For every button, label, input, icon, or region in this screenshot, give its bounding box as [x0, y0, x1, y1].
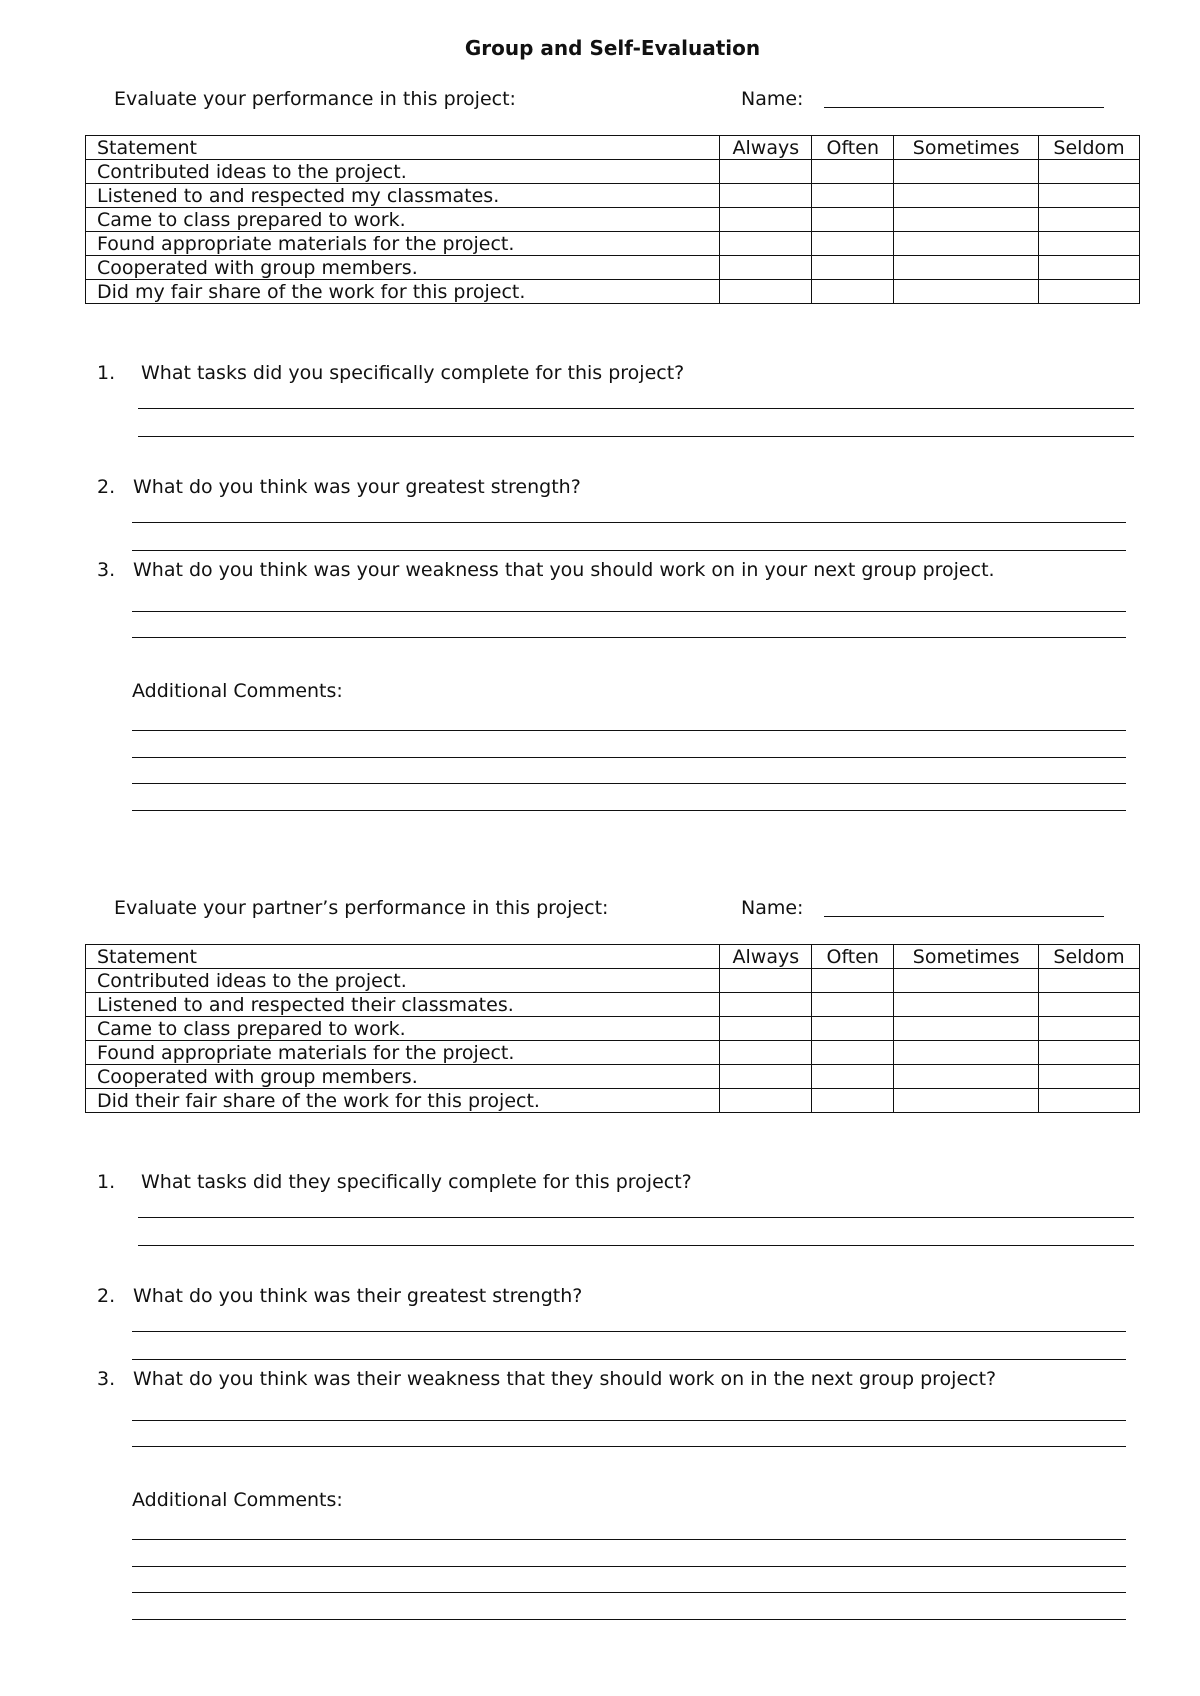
answer-line[interactable]	[132, 611, 1126, 612]
comment-line[interactable]	[132, 1539, 1126, 1540]
table-header-row	[86, 945, 1140, 969]
rating-cell-sometimes[interactable]	[894, 208, 1039, 232]
answer-line[interactable]	[132, 550, 1126, 551]
question-number: 1.	[97, 362, 116, 384]
rating-cell-always[interactable]	[720, 1065, 812, 1089]
question-number: 3.	[97, 1368, 116, 1390]
partner-comments-label: Additional Comments:	[132, 1489, 343, 1511]
rating-cell-often[interactable]	[812, 232, 894, 256]
answer-line[interactable]	[138, 436, 1134, 437]
statement-cell: Found appropriate materials for the project.	[86, 1041, 720, 1065]
statement-cell: Found appropriate materials for the project.	[86, 232, 720, 256]
rating-cell-seldom[interactable]	[1039, 1041, 1140, 1065]
statement-cell: Listened to and respected my classmates.	[86, 184, 720, 208]
partner-name-field[interactable]	[824, 916, 1104, 917]
rating-cell-often[interactable]	[812, 1017, 894, 1041]
rating-cell-often[interactable]	[812, 208, 894, 232]
answer-line[interactable]	[132, 1331, 1126, 1332]
rating-cell-always[interactable]	[720, 256, 812, 280]
comment-line[interactable]	[132, 1592, 1126, 1593]
page-title: Group and Self-Evaluation	[464, 36, 761, 60]
self-name-field[interactable]	[824, 107, 1104, 108]
rating-cell-always[interactable]	[720, 1089, 812, 1113]
table-header-row	[86, 136, 1140, 160]
question-text: What tasks did they specifically complete for this project?	[141, 1171, 692, 1193]
rating-cell-seldom[interactable]	[1039, 969, 1140, 993]
rating-cell-sometimes[interactable]	[894, 1089, 1039, 1113]
header-always: Always	[720, 136, 812, 160]
rating-cell-seldom[interactable]	[1039, 1017, 1140, 1041]
partner-prompt: Evaluate your partner’s performance in this project:	[114, 897, 609, 919]
question-text: What do you think was your weakness that you should work on in your next group project.	[133, 559, 995, 581]
question-number: 2.	[97, 1285, 116, 1307]
table-row	[86, 969, 1140, 993]
self-prompt: Evaluate your performance in this project:	[114, 88, 516, 110]
answer-line[interactable]	[138, 1217, 1134, 1218]
rating-cell-always[interactable]	[720, 969, 812, 993]
header-sometimes: Sometimes	[894, 136, 1039, 160]
table-row	[86, 256, 1140, 280]
header-often: Often	[812, 945, 894, 969]
rating-cell-often[interactable]	[812, 1065, 894, 1089]
rating-cell-seldom[interactable]	[1039, 256, 1140, 280]
rating-cell-sometimes[interactable]	[894, 993, 1039, 1017]
header-statement: Statement	[86, 945, 720, 969]
rating-cell-often[interactable]	[812, 1041, 894, 1065]
table-row	[86, 160, 1140, 184]
comment-line[interactable]	[132, 783, 1126, 784]
self-question-1	[97, 362, 684, 384]
rating-cell-often[interactable]	[812, 969, 894, 993]
question-text: What tasks did you specifically complete for this project?	[141, 362, 685, 384]
answer-line[interactable]	[132, 637, 1126, 638]
rating-cell-sometimes[interactable]	[894, 1017, 1039, 1041]
rating-cell-seldom[interactable]	[1039, 1065, 1140, 1089]
question-number: 2.	[97, 476, 116, 498]
partner-name-label: Name:	[741, 897, 804, 919]
answer-line[interactable]	[132, 522, 1126, 523]
rating-cell-sometimes[interactable]	[894, 256, 1039, 280]
rating-cell-seldom[interactable]	[1039, 232, 1140, 256]
question-number: 3.	[97, 559, 116, 581]
table-row	[86, 1017, 1140, 1041]
question-text: What do you think was your greatest strength?	[133, 476, 581, 498]
answer-line[interactable]	[132, 1446, 1126, 1447]
comment-line[interactable]	[132, 1619, 1126, 1620]
table-row	[86, 993, 1140, 1017]
comment-line[interactable]	[132, 1566, 1126, 1567]
header-seldom: Seldom	[1039, 136, 1140, 160]
rating-cell-always[interactable]	[720, 993, 812, 1017]
self-name-label: Name:	[741, 88, 804, 110]
comment-line[interactable]	[132, 730, 1126, 731]
statement-cell: Came to class prepared to work.	[86, 208, 720, 232]
statement-cell: Came to class prepared to work.	[86, 1017, 720, 1041]
statement-cell: Cooperated with group members.	[86, 256, 720, 280]
rating-cell-seldom[interactable]	[1039, 160, 1140, 184]
rating-cell-often[interactable]	[812, 280, 894, 304]
rating-cell-sometimes[interactable]	[894, 184, 1039, 208]
partner-rating-table	[85, 944, 1140, 1113]
table-row	[86, 184, 1140, 208]
comment-line[interactable]	[132, 757, 1126, 758]
statement-cell: Cooperated with group members.	[86, 1065, 720, 1089]
rating-cell-always[interactable]	[720, 1017, 812, 1041]
question-number: 1.	[97, 1171, 116, 1193]
table-row	[86, 1065, 1140, 1089]
rating-cell-always[interactable]	[720, 1041, 812, 1065]
rating-cell-always[interactable]	[720, 280, 812, 304]
partner-question-3	[97, 1368, 996, 1390]
table-row	[86, 1089, 1140, 1113]
rating-cell-often[interactable]	[812, 184, 894, 208]
self-question-3	[97, 559, 995, 581]
self-comments-label: Additional Comments:	[132, 680, 343, 702]
statement-cell: Contributed ideas to the project.	[86, 160, 720, 184]
header-always: Always	[720, 945, 812, 969]
table-row	[86, 232, 1140, 256]
rating-cell-always[interactable]	[720, 160, 812, 184]
rating-cell-seldom[interactable]	[1039, 1089, 1140, 1113]
answer-line[interactable]	[138, 408, 1134, 409]
header-statement: Statement	[86, 136, 720, 160]
table-row	[86, 280, 1140, 304]
rating-cell-often[interactable]	[812, 1089, 894, 1113]
rating-cell-seldom[interactable]	[1039, 993, 1140, 1017]
statement-cell: Did my fair share of the work for this project.	[86, 280, 720, 304]
rating-cell-sometimes[interactable]	[894, 232, 1039, 256]
self-rating-table	[85, 135, 1140, 304]
rating-cell-often[interactable]	[812, 993, 894, 1017]
rating-cell-always[interactable]	[720, 232, 812, 256]
header-sometimes: Sometimes	[894, 945, 1039, 969]
rating-cell-sometimes[interactable]	[894, 160, 1039, 184]
rating-cell-seldom[interactable]	[1039, 208, 1140, 232]
comment-line[interactable]	[132, 810, 1126, 811]
rating-cell-sometimes[interactable]	[894, 280, 1039, 304]
partner-question-1	[97, 1171, 692, 1193]
rating-cell-always[interactable]	[720, 208, 812, 232]
header-often: Often	[812, 136, 894, 160]
rating-cell-often[interactable]	[812, 160, 894, 184]
header-seldom: Seldom	[1039, 945, 1140, 969]
statement-cell: Listened to and respected their classmates.	[86, 993, 720, 1017]
self-question-2	[97, 476, 581, 498]
rating-cell-often[interactable]	[812, 256, 894, 280]
statement-cell: Did their fair share of the work for this project.	[86, 1089, 720, 1113]
rating-cell-seldom[interactable]	[1039, 280, 1140, 304]
rating-cell-sometimes[interactable]	[894, 1041, 1039, 1065]
answer-line[interactable]	[132, 1420, 1126, 1421]
partner-question-2	[97, 1285, 582, 1307]
question-text: What do you think was their greatest strength?	[133, 1285, 583, 1307]
rating-cell-always[interactable]	[720, 184, 812, 208]
answer-line[interactable]	[132, 1359, 1126, 1360]
answer-line[interactable]	[138, 1245, 1134, 1246]
rating-cell-sometimes[interactable]	[894, 969, 1039, 993]
table-row	[86, 208, 1140, 232]
question-text: What do you think was their weakness that they should work on in the next group project?	[133, 1368, 997, 1390]
rating-cell-sometimes[interactable]	[894, 1065, 1039, 1089]
table-row	[86, 1041, 1140, 1065]
statement-cell: Contributed ideas to the project.	[86, 969, 720, 993]
rating-cell-seldom[interactable]	[1039, 184, 1140, 208]
